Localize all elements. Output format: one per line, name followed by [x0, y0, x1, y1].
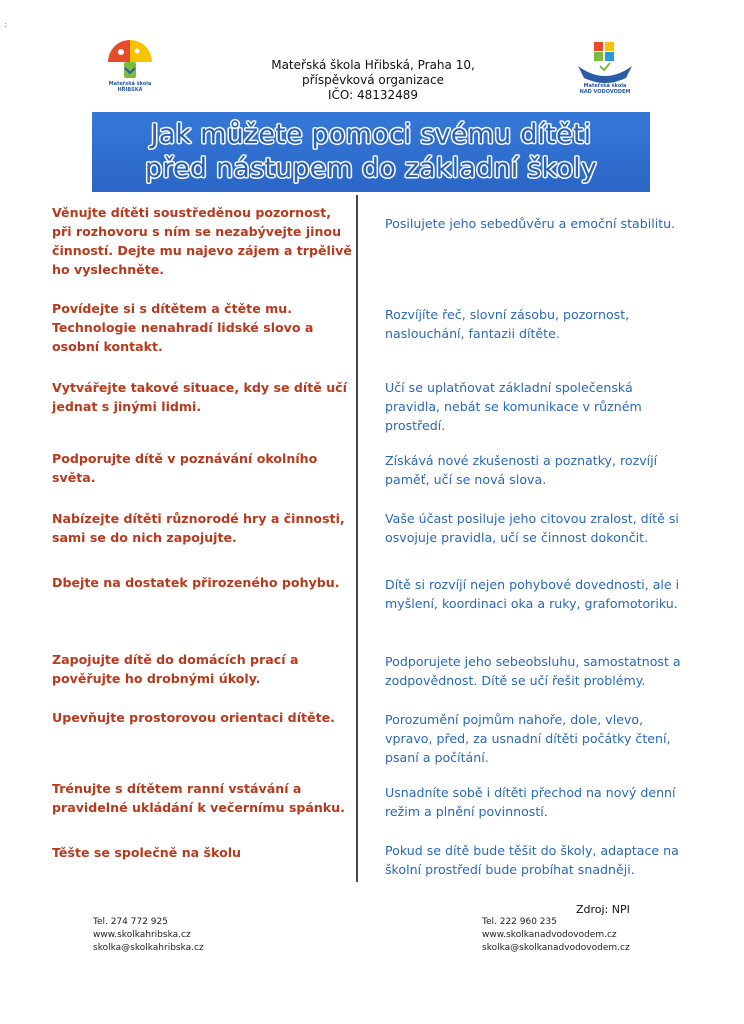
contact-nad-vodovodem	[482, 916, 630, 955]
advice-3: Vytvářejte takové situace, kdy se dítě učí jednat s jinými lidmi.	[52, 380, 347, 414]
benefit-3: Učí se uplatňovat základní společenská pravidla, nebát se komunikace v různém prostředí.	[385, 380, 642, 433]
advice-9: Trénujte s dítětem ranní vstávání a pravidelné ukládání k večernímu spánku.	[52, 781, 345, 815]
scan-mark: :	[4, 20, 7, 29]
contact-left-email: skolka@skolkahribska.cz	[93, 943, 204, 953]
advice-2: Povídejte si s dítětem a čtěte mu. Technologie nenahradí lidské slovo a osobní kontakt.	[52, 301, 314, 354]
benefit-10: Pokud se dítě bude těšit do školy, adaptace na školní prostředí bude probíhat snadněji.	[385, 843, 679, 877]
left-logo-caption-2: HŘIBSKÁ	[117, 87, 143, 93]
contact-left-web: www.skolkahribska.cz	[93, 930, 191, 940]
right-logo-caption-2: NAD VODOVODEM	[579, 89, 631, 95]
contact-right-web: www.skolkanadvodovodem.cz	[482, 930, 617, 940]
kite-logo-icon	[576, 40, 634, 84]
benefit-8: Porozumění pojmům nahoře, dole, vlevo, vpravo, před, za usnadní dítěti počátky čtení, psaní a počítání.	[385, 712, 671, 765]
right-logo-caption-1: Mateřská škola	[583, 83, 627, 89]
contact-right-phone: Tel. 222 960 235	[482, 917, 557, 927]
benefit-6: Dítě si rozvíjí nejen pohybové dovednosti, ale i myšlení, koordinaci oka a ruky, grafomotoriku.	[385, 577, 680, 611]
advice-5: Nabízejte dítěti různorodé hry a činnosti, sami se do nich zapojujte.	[52, 511, 345, 545]
header-line-3: IČO: 48132489	[327, 88, 419, 102]
advice-1: Věnujte dítěti soustředěnou pozornost, při rozhovoru s ním se nezabývejte jinou činností. Dejte mu najevo zájem a trpělivě ho vyslechněte.	[52, 205, 352, 277]
left-logo-caption-1: Mateřská škola	[108, 81, 152, 87]
title-banner	[92, 112, 650, 192]
advice-8: Upevňujte prostorovou orientaci dítěte.	[52, 710, 335, 725]
benefit-2: Rozvíjíte řeč, slovní zásobu, pozornost, naslouchání, fantazii dítěte.	[385, 307, 630, 341]
benefit-9: Usnadníte sobě i dítěti přechod na nový denní režim a plnění povinností.	[385, 785, 676, 819]
header-line-1: Mateřská škola Hřibská, Praha 10,	[271, 58, 475, 72]
header-line-2: příspěvková organizace	[302, 73, 444, 87]
contact-hribska	[93, 916, 204, 955]
title-line-2: před nástupem do základní školy	[145, 153, 597, 184]
benefit-4: Získává nové zkušenosti a poznatky, rozvíjí paměť, učí se nová slova.	[385, 453, 658, 487]
advice-7: Zapojujte dítě do domácích prací a pověřujte ho drobnými úkoly.	[52, 652, 299, 686]
source-note: Zdroj: NPI	[576, 903, 630, 916]
column-divider	[356, 195, 358, 882]
advice-4: Podporujte dítě v poznávání okolního světa.	[52, 451, 318, 485]
advice-10: Těšte se společně na školu	[52, 845, 242, 860]
contact-right-email: skolka@skolkanadvodovodem.cz	[482, 943, 630, 953]
school-header	[250, 58, 496, 103]
contact-left-phone: Tel. 274 772 925	[93, 917, 168, 927]
logo-mateska-skola-hribska	[104, 38, 156, 96]
logo-mateska-skola-nad-vodovodem	[576, 40, 634, 96]
mushroom-logo-icon	[104, 38, 156, 82]
benefit-5: Vaše účast posiluje jeho citovou zralost, dítě si osvojuje pravidla, učí se činnost dokončit.	[385, 511, 679, 545]
benefit-1: Posilujete jeho sebedůvěru a emoční stabilitu.	[385, 216, 676, 231]
benefit-7: Podporujete jeho sebeobsluhu, samostatnost a zodpovědnost. Dítě se učí řešit problémy.	[385, 654, 681, 688]
title-line-1: Jak můžete pomoci svému dítěti	[150, 119, 592, 150]
advice-6: Dbejte na dostatek přirozeného pohybu.	[52, 575, 340, 590]
